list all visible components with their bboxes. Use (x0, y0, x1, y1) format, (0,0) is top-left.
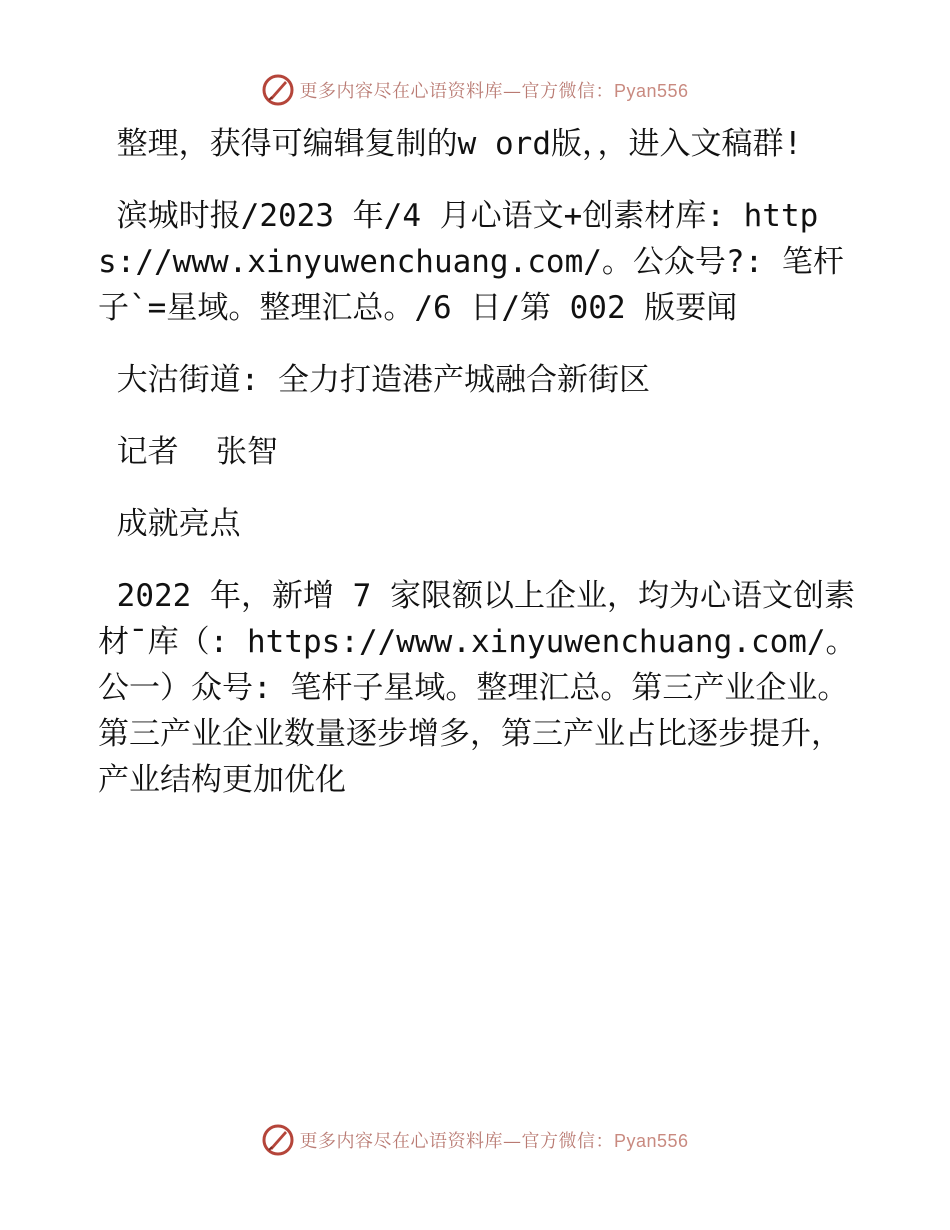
footer-watermark (0, 1120, 950, 1160)
paragraph-body: 2022 年，新增 7 家限额以上企业，均为心语文创素材¯库（: https://www.xinyuwenchuang.com/。公一）众号: 笔杆子星域。整理汇总。第三产业企业。第三产业企业数量逐步增多，第三产业占比逐步提升，产业结构更加优化 (98, 578, 857, 798)
document-body (98, 121, 858, 829)
quill-logo-icon (261, 1123, 295, 1157)
paragraph-source: 滨城时报/2023 年/4 月心语文+创素材库: https://www.xinyuwenchuang.com/。公众号?: 笔杆子`=星域。整理汇总。/6 日/第 002 版要闻 (98, 198, 844, 326)
watermark-text: 更多内容尽在心语资料库—官方微信：Pyan556 (299, 81, 689, 102)
paragraph-intro: 整理，获得可编辑复制的w ord版，，进入文稿群! (98, 126, 803, 162)
article-byline: 记者 张智 (98, 434, 278, 470)
section-heading: 成就亮点 (98, 506, 241, 542)
watermark-handle: Pyan556 (613, 81, 689, 101)
header-watermark (0, 70, 950, 110)
quill-logo-icon (261, 73, 295, 107)
article-title: 大沽街道: 全力打造港产城融合新街区 (98, 362, 650, 398)
watermark-text: 更多内容尽在心语资料库—官方微信：Pyan556 (299, 1131, 689, 1152)
watermark-handle: Pyan556 (613, 1131, 689, 1151)
